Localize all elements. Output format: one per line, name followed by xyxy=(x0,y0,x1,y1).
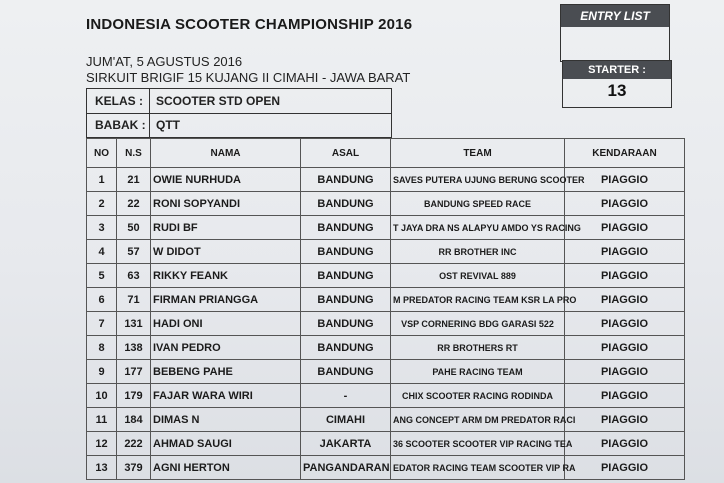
table-row xyxy=(87,216,685,240)
cell-team: CHIX SCOOTER RACING RODINDA xyxy=(391,384,565,408)
cell-ns: 63 xyxy=(117,264,151,288)
cell-nama: RUDI BF xyxy=(151,216,301,240)
cell-no: 3 xyxy=(87,216,117,240)
cell-no: 11 xyxy=(87,408,117,432)
cell-ns: 177 xyxy=(117,360,151,384)
cell-no: 10 xyxy=(87,384,117,408)
entry-table xyxy=(86,138,685,480)
cell-kendaraan: PIAGGIO xyxy=(565,456,685,480)
event-date: JUM'AT, 5 AGUSTUS 2016 xyxy=(86,54,243,69)
table-row xyxy=(87,432,685,456)
cell-kendaraan: PIAGGIO xyxy=(565,360,685,384)
cell-kendaraan: PIAGGIO xyxy=(565,288,685,312)
cell-asal: BANDUNG xyxy=(301,288,391,312)
cell-nama: RONI SOPYANDI xyxy=(151,192,301,216)
table-row xyxy=(87,312,685,336)
cell-ns: 379 xyxy=(117,456,151,480)
class-info-box xyxy=(86,88,392,138)
championship-title: INDONESIA SCOOTER CHAMPIONSHIP 2016 xyxy=(86,16,413,33)
entry-list-box xyxy=(560,4,670,62)
col-header-team: TEAM xyxy=(391,139,565,168)
cell-no: 6 xyxy=(87,288,117,312)
cell-team: SAVES PUTERA UJUNG BERUNG SCOOTER xyxy=(391,168,565,192)
entry-list-label: ENTRY LIST xyxy=(561,5,669,27)
cell-nama: BEBENG PAHE xyxy=(151,360,301,384)
cell-team: T JAYA DRA NS ALAPYU AMDO YS RACING xyxy=(391,216,565,240)
table-header-row xyxy=(87,139,685,168)
cell-nama: W DIDOT xyxy=(151,240,301,264)
babak-row xyxy=(87,113,391,137)
cell-asal: PANGANDARAN xyxy=(301,456,391,480)
babak-value: QTT xyxy=(149,113,396,137)
col-header-kendaraan: KENDARAAN xyxy=(565,139,685,168)
table-row xyxy=(87,168,685,192)
cell-team: VSP CORNERING BDG GARASI 522 xyxy=(391,312,565,336)
cell-asal: BANDUNG xyxy=(301,312,391,336)
cell-kendaraan: PIAGGIO xyxy=(565,240,685,264)
cell-team: RR BROTHERS RT xyxy=(391,336,565,360)
cell-no: 2 xyxy=(87,192,117,216)
cell-nama: DIMAS N xyxy=(151,408,301,432)
cell-no: 9 xyxy=(87,360,117,384)
col-header-nama: NAMA xyxy=(151,139,301,168)
cell-ns: 222 xyxy=(117,432,151,456)
cell-team: BANDUNG SPEED RACE xyxy=(391,192,565,216)
cell-kendaraan: PIAGGIO xyxy=(565,336,685,360)
col-header-ns: N.S xyxy=(117,139,151,168)
cell-ns: 184 xyxy=(117,408,151,432)
table-row xyxy=(87,192,685,216)
cell-kendaraan: PIAGGIO xyxy=(565,312,685,336)
cell-asal: BANDUNG xyxy=(301,216,391,240)
table-row xyxy=(87,384,685,408)
cell-no: 12 xyxy=(87,432,117,456)
kelas-value: SCOOTER STD OPEN xyxy=(149,89,396,113)
cell-kendaraan: PIAGGIO xyxy=(565,408,685,432)
cell-nama: HADI ONI xyxy=(151,312,301,336)
cell-team: M PREDATOR RACING TEAM KSR LA PRO xyxy=(391,288,565,312)
cell-team: OST REVIVAL 889 xyxy=(391,264,565,288)
cell-nama: OWIE NURHUDA xyxy=(151,168,301,192)
cell-kendaraan: PIAGGIO xyxy=(565,264,685,288)
starter-label: STARTER : xyxy=(563,61,671,79)
event-venue: SIRKUIT BRIGIF 15 KUJANG II CIMAHI - JAWA BARAT xyxy=(86,70,411,85)
babak-label: BABAK : xyxy=(95,118,146,132)
cell-no: 1 xyxy=(87,168,117,192)
cell-team: RR BROTHER INC xyxy=(391,240,565,264)
cell-nama: FIRMAN PRIANGGA xyxy=(151,288,301,312)
cell-kendaraan: PIAGGIO xyxy=(565,432,685,456)
cell-kendaraan: PIAGGIO xyxy=(565,168,685,192)
cell-nama: FAJAR WARA WIRI xyxy=(151,384,301,408)
cell-kendaraan: PIAGGIO xyxy=(565,192,685,216)
cell-no: 13 xyxy=(87,456,117,480)
cell-ns: 21 xyxy=(117,168,151,192)
starter-box xyxy=(562,60,672,108)
cell-no: 7 xyxy=(87,312,117,336)
cell-asal: BANDUNG xyxy=(301,336,391,360)
cell-nama: RIKKY FEANK xyxy=(151,264,301,288)
cell-asal: CIMAHI xyxy=(301,408,391,432)
table-row xyxy=(87,240,685,264)
cell-asal: BANDUNG xyxy=(301,192,391,216)
cell-nama: AGNI HERTON xyxy=(151,456,301,480)
cell-team: 36 SCOOTER SCOOTER VIP RACING TEA xyxy=(391,432,565,456)
cell-asal: BANDUNG xyxy=(301,360,391,384)
table-row xyxy=(87,264,685,288)
cell-ns: 22 xyxy=(117,192,151,216)
cell-ns: 50 xyxy=(117,216,151,240)
cell-ns: 131 xyxy=(117,312,151,336)
col-header-asal: ASAL xyxy=(301,139,391,168)
table-row xyxy=(87,456,685,480)
cell-nama: AHMAD SAUGI xyxy=(151,432,301,456)
cell-nama: IVAN PEDRO xyxy=(151,336,301,360)
cell-no: 8 xyxy=(87,336,117,360)
cell-team: EDATOR RACING TEAM SCOOTER VIP RA xyxy=(391,456,565,480)
cell-asal: BANDUNG xyxy=(301,168,391,192)
cell-kendaraan: PIAGGIO xyxy=(565,216,685,240)
cell-no: 5 xyxy=(87,264,117,288)
cell-ns: 138 xyxy=(117,336,151,360)
cell-ns: 57 xyxy=(117,240,151,264)
cell-asal: BANDUNG xyxy=(301,240,391,264)
table-row xyxy=(87,288,685,312)
cell-ns: 179 xyxy=(117,384,151,408)
cell-asal: JAKARTA xyxy=(301,432,391,456)
col-header-no: NO xyxy=(87,139,117,168)
table-row xyxy=(87,360,685,384)
cell-kendaraan: PIAGGIO xyxy=(565,384,685,408)
starter-count: 13 xyxy=(607,81,627,100)
cell-team: ANG CONCEPT ARM DM PREDATOR RACI xyxy=(391,408,565,432)
cell-team: PAHE RACING TEAM xyxy=(391,360,565,384)
kelas-row xyxy=(87,89,391,114)
cell-no: 4 xyxy=(87,240,117,264)
cell-asal: BANDUNG xyxy=(301,264,391,288)
table-row xyxy=(87,336,685,360)
kelas-label: KELAS : xyxy=(95,94,143,108)
table-row xyxy=(87,408,685,432)
cell-asal: - xyxy=(301,384,391,408)
cell-ns: 71 xyxy=(117,288,151,312)
